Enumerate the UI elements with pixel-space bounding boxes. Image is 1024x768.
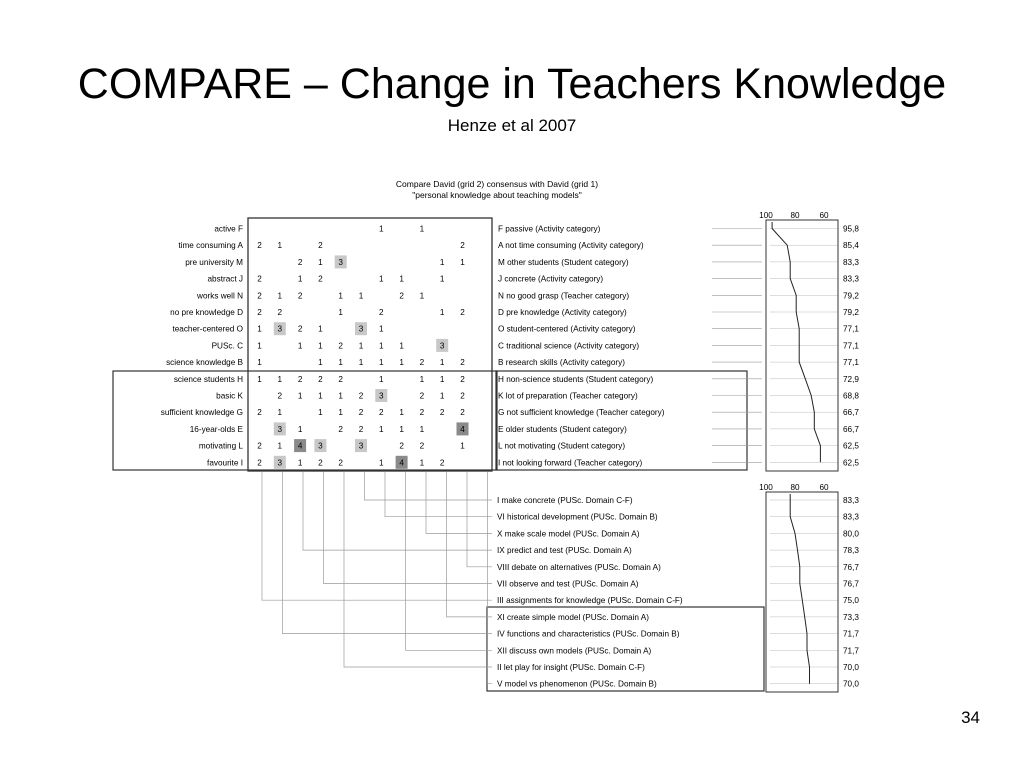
grid-cell: 2 bbox=[297, 257, 303, 267]
figure-caption-line1: Compare David (grid 2) consensus with David (grid 1) bbox=[395, 179, 599, 189]
grid-cell: 2 bbox=[318, 458, 323, 468]
grid-cell: 1 bbox=[318, 341, 323, 351]
grid-cell: 1 bbox=[399, 424, 404, 434]
grid-cell: 1 bbox=[318, 324, 323, 334]
construct-left-label: science knowledge B bbox=[166, 358, 243, 368]
grid-cell: 1 bbox=[419, 291, 425, 301]
grid-cell: 3 bbox=[277, 458, 283, 468]
grid-cell: 2 bbox=[460, 358, 465, 368]
grid-cell: 1 bbox=[399, 341, 404, 351]
grid-cell: 2 bbox=[338, 424, 343, 434]
construct-right-label: J concrete (Activity category) bbox=[498, 274, 604, 284]
grid-cell: 2 bbox=[439, 458, 445, 468]
element-score: 80,0 bbox=[843, 529, 859, 539]
grid-cell: 1 bbox=[379, 341, 384, 351]
element-label: X make scale model (PUSc. Domain A) bbox=[497, 529, 640, 539]
construct-similarity-line bbox=[772, 222, 820, 462]
element-connector-line bbox=[447, 472, 493, 617]
grid-cell: 2 bbox=[460, 374, 465, 384]
construct-right-label: D pre knowledge (Activity category) bbox=[498, 308, 627, 317]
construct-right-label: I not looking forward (Teacher category) bbox=[498, 458, 643, 468]
element-label: XII discuss own models (PUSc. Domain A) bbox=[497, 646, 652, 656]
grid-cell: 2 bbox=[419, 441, 425, 451]
grid-cell: 2 bbox=[399, 291, 404, 301]
element-score: 70,0 bbox=[843, 679, 859, 689]
construct-score: 79,2 bbox=[843, 291, 859, 301]
grid-cell: 2 bbox=[297, 324, 303, 334]
grid-cell: 1 bbox=[338, 308, 343, 317]
grid-cell: 2 bbox=[257, 458, 262, 468]
grid-cell: 1 bbox=[277, 441, 283, 451]
element-score: 73,3 bbox=[843, 612, 859, 622]
grid-cell: 2 bbox=[379, 308, 384, 317]
element-label: II let play for insight (PUSc. Domain C-F) bbox=[497, 663, 645, 672]
construct-right-label: E older students (Student category) bbox=[498, 424, 627, 434]
grid-cell: 2 bbox=[419, 358, 425, 368]
grid-cell: 1 bbox=[439, 308, 445, 317]
construct-score: 68,8 bbox=[843, 391, 859, 401]
grid-cell: 2 bbox=[399, 441, 404, 451]
construct-right-label: N no good grasp (Teacher category) bbox=[498, 291, 630, 301]
grid-cell: 1 bbox=[297, 458, 303, 468]
grid-cell: 1 bbox=[358, 358, 364, 368]
construct-left-label: no pre knowledge D bbox=[170, 308, 243, 317]
element-connector-line bbox=[344, 472, 492, 667]
grid-cell: 2 bbox=[257, 274, 262, 284]
grid-cell: 3 bbox=[277, 424, 283, 434]
scale-tick-label: 80 bbox=[790, 211, 800, 220]
grid-cell: 1 bbox=[460, 441, 465, 451]
grid-cell: 2 bbox=[460, 391, 465, 401]
grid-cell: 3 bbox=[358, 441, 364, 451]
grid-cell: 1 bbox=[379, 358, 384, 368]
left-highlight-box bbox=[113, 371, 497, 470]
element-connector-line bbox=[426, 472, 492, 533]
scale-tick-label: 100 bbox=[759, 211, 773, 220]
grid-cell: 2 bbox=[460, 408, 465, 418]
construct-right-label: G not sufficient knowledge (Teacher category) bbox=[498, 408, 665, 418]
grid-cell: 1 bbox=[297, 391, 303, 401]
scale-tick-label: 60 bbox=[819, 211, 829, 220]
construct-left-label: active F bbox=[214, 224, 243, 234]
construct-left-label: teacher-centered O bbox=[172, 324, 243, 334]
construct-left-label: science students H bbox=[173, 374, 243, 384]
grid-cell: 2 bbox=[257, 408, 262, 418]
grid-cell: 1 bbox=[419, 458, 425, 468]
element-score: 71,7 bbox=[843, 629, 859, 639]
grid-cell: 1 bbox=[399, 274, 404, 284]
element-label: VIII debate on alternatives (PUSc. Domain A) bbox=[497, 562, 661, 572]
grid-cell: 2 bbox=[277, 391, 283, 401]
scale-tick-label: 100 bbox=[759, 483, 773, 492]
figure-caption-line2: "personal knowledge about teaching models" bbox=[412, 190, 582, 200]
grid-cell: 4 bbox=[460, 424, 465, 434]
grid-cell: 1 bbox=[439, 274, 445, 284]
grid-cell: 2 bbox=[297, 291, 303, 301]
construct-left-label: basic K bbox=[216, 391, 243, 401]
element-connector-line bbox=[303, 472, 492, 550]
element-connector-line bbox=[406, 472, 493, 650]
element-connector-line bbox=[488, 472, 493, 684]
grid-cell: 1 bbox=[297, 341, 303, 351]
element-score: 76,7 bbox=[843, 562, 859, 572]
grid-cell: 2 bbox=[358, 424, 364, 434]
grid-cell: 1 bbox=[338, 408, 343, 418]
grid-cell: 1 bbox=[399, 358, 404, 368]
grid-cell: 3 bbox=[439, 341, 445, 351]
construct-right-label: C traditional science (Activity category) bbox=[498, 341, 640, 351]
element-label: III assignments for knowledge (PUSc. Domain C-F) bbox=[497, 596, 683, 606]
slide-subtitle: Henze et al 2007 bbox=[447, 116, 577, 135]
grid-cell: 3 bbox=[318, 441, 323, 451]
grid-cell: 2 bbox=[318, 374, 323, 384]
grid-cell: 3 bbox=[358, 324, 364, 334]
construct-score: 85,4 bbox=[843, 241, 859, 251]
grid-cell: 2 bbox=[257, 241, 262, 251]
construct-score: 77,1 bbox=[843, 341, 859, 351]
grid-cell: 1 bbox=[277, 374, 283, 384]
grid-cell: 1 bbox=[318, 391, 323, 401]
construct-score: 79,2 bbox=[843, 308, 859, 317]
grid-cell: 1 bbox=[257, 324, 262, 334]
construct-score: 83,3 bbox=[843, 274, 859, 284]
element-label: IV functions and characteristics (PUSc. Domain B) bbox=[497, 629, 680, 639]
scale-tick-label: 60 bbox=[819, 483, 829, 492]
construct-right-label: F passive (Activity category) bbox=[498, 224, 601, 234]
grid-cell: 1 bbox=[399, 408, 404, 418]
grid-cell: 1 bbox=[379, 274, 384, 284]
grid-cell: 1 bbox=[379, 458, 384, 468]
grid-cell: 2 bbox=[419, 408, 425, 418]
grid-cell: 1 bbox=[297, 274, 303, 284]
grid-cell: 2 bbox=[460, 241, 465, 251]
construct-left-label: abstract J bbox=[207, 274, 243, 284]
grid-cell: 3 bbox=[379, 391, 384, 401]
grid-cell: 2 bbox=[460, 308, 465, 317]
element-score: 78,3 bbox=[843, 546, 859, 556]
grid-cell: 1 bbox=[338, 358, 343, 368]
grid-cell: 2 bbox=[338, 341, 343, 351]
element-connector-line bbox=[365, 472, 493, 500]
grid-cell: 1 bbox=[338, 391, 343, 401]
grid-cell: 1 bbox=[379, 374, 384, 384]
grid-cell: 1 bbox=[277, 408, 283, 418]
construct-score: 66,7 bbox=[843, 424, 859, 434]
grid-cell: 1 bbox=[257, 358, 262, 368]
element-connector-line bbox=[262, 472, 492, 600]
grid-cell: 4 bbox=[399, 458, 404, 468]
construct-left-label: 16-year-olds E bbox=[189, 424, 243, 434]
element-score: 71,7 bbox=[843, 646, 859, 656]
construct-left-label: time consuming A bbox=[178, 241, 243, 251]
grid-cell: 1 bbox=[318, 358, 323, 368]
construct-left-label: favourite I bbox=[207, 458, 243, 468]
grid-cell: 1 bbox=[358, 291, 364, 301]
construct-score: 77,1 bbox=[843, 324, 859, 334]
slide-title: COMPARE – Change in Teachers Knowledge bbox=[77, 60, 947, 108]
element-connector-line bbox=[283, 472, 493, 634]
construct-right-label: B research skills (Activity category) bbox=[498, 358, 625, 368]
construct-right-label: M other students (Student category) bbox=[498, 257, 629, 267]
grid-cell: 1 bbox=[460, 257, 465, 267]
element-connector-line bbox=[385, 472, 492, 517]
construct-right-label: L not motivating (Student category) bbox=[498, 441, 626, 451]
grid-cell: 1 bbox=[358, 341, 364, 351]
construct-score: 95,8 bbox=[843, 224, 859, 234]
page-number: 34 bbox=[961, 708, 980, 727]
construct-left-label: works well N bbox=[197, 291, 243, 301]
grid-cell: 1 bbox=[277, 241, 283, 251]
element-score: 83,3 bbox=[843, 496, 859, 505]
construct-score: 62,5 bbox=[843, 441, 859, 451]
construct-left-label: pre university M bbox=[185, 257, 243, 267]
grid-cell: 1 bbox=[379, 324, 384, 334]
grid-cell: 2 bbox=[257, 291, 262, 301]
grid-cell: 1 bbox=[439, 358, 445, 368]
element-score: 75,0 bbox=[843, 596, 859, 606]
construct-score: 62,5 bbox=[843, 458, 859, 468]
construct-left-label: motivating L bbox=[198, 441, 243, 451]
element-score: 70,0 bbox=[843, 663, 859, 672]
grid-cell: 2 bbox=[338, 374, 343, 384]
grid-cell: 2 bbox=[419, 391, 425, 401]
construct-right-label: A not time consuming (Activity category) bbox=[498, 241, 644, 251]
grid-cell: 2 bbox=[257, 308, 262, 317]
grid-cell: 4 bbox=[297, 441, 303, 451]
grid-cell: 1 bbox=[379, 424, 384, 434]
grid-cell: 1 bbox=[318, 408, 323, 418]
grid-cell: 2 bbox=[439, 408, 445, 418]
grid-cell: 1 bbox=[277, 291, 283, 301]
right-highlight-box bbox=[496, 371, 747, 470]
grid-cell: 2 bbox=[297, 374, 303, 384]
grid-cell: 1 bbox=[379, 224, 384, 234]
grid-cell: 1 bbox=[318, 257, 323, 267]
grid-cell: 2 bbox=[257, 441, 262, 451]
grid-cell: 2 bbox=[318, 241, 323, 251]
grid-cell: 1 bbox=[257, 341, 262, 351]
element-label: IX predict and test (PUSc. Domain A) bbox=[497, 546, 632, 556]
element-similarity-line bbox=[790, 494, 809, 684]
construct-score: 72,9 bbox=[843, 374, 859, 384]
grid-cell: 1 bbox=[439, 391, 445, 401]
element-label: VII observe and test (PUSc. Domain A) bbox=[497, 579, 639, 589]
grid-cell: 1 bbox=[297, 424, 303, 434]
construct-score: 83,3 bbox=[843, 257, 859, 267]
grid-cell: 3 bbox=[338, 257, 343, 267]
construct-left-label: sufficient knowledge G bbox=[160, 408, 243, 418]
construct-right-label: O student-centered (Activity category) bbox=[498, 324, 636, 334]
grid-cell: 1 bbox=[338, 291, 343, 301]
element-score: 83,3 bbox=[843, 512, 859, 522]
construct-left-label: PUSc. C bbox=[211, 341, 243, 351]
construct-right-label: K lot of preparation (Teacher category) bbox=[498, 391, 638, 401]
grid-cell: 2 bbox=[358, 391, 364, 401]
grid-cell: 2 bbox=[318, 274, 323, 284]
grid-cell: 1 bbox=[419, 424, 425, 434]
scale-tick-label: 80 bbox=[790, 483, 800, 492]
element-score: 76,7 bbox=[843, 579, 859, 589]
grid-cell: 1 bbox=[439, 257, 445, 267]
grid-cell: 2 bbox=[358, 408, 364, 418]
element-label: I make concrete (PUSc. Domain C-F) bbox=[497, 496, 633, 505]
grid-cell: 3 bbox=[277, 324, 283, 334]
grid-cell: 1 bbox=[419, 224, 425, 234]
grid-cell: 2 bbox=[277, 308, 283, 317]
construct-score: 66,7 bbox=[843, 408, 859, 418]
element-connector-line bbox=[467, 472, 492, 567]
grid-cell: 1 bbox=[419, 374, 425, 384]
element-similarity-plot bbox=[766, 492, 838, 692]
grid-cell: 2 bbox=[338, 458, 343, 468]
element-label: V model vs phenomenon (PUSc. Domain B) bbox=[497, 679, 657, 689]
grid-cell: 1 bbox=[439, 374, 445, 384]
element-label: VI historical development (PUSc. Domain B) bbox=[497, 512, 658, 522]
construct-score: 77,1 bbox=[843, 358, 859, 368]
construct-right-label: H non-science students (Student category) bbox=[498, 374, 654, 384]
grid-cell: 1 bbox=[257, 374, 262, 384]
grid-cell: 2 bbox=[379, 408, 384, 418]
element-label: XI create simple model (PUSc. Domain A) bbox=[497, 612, 649, 622]
